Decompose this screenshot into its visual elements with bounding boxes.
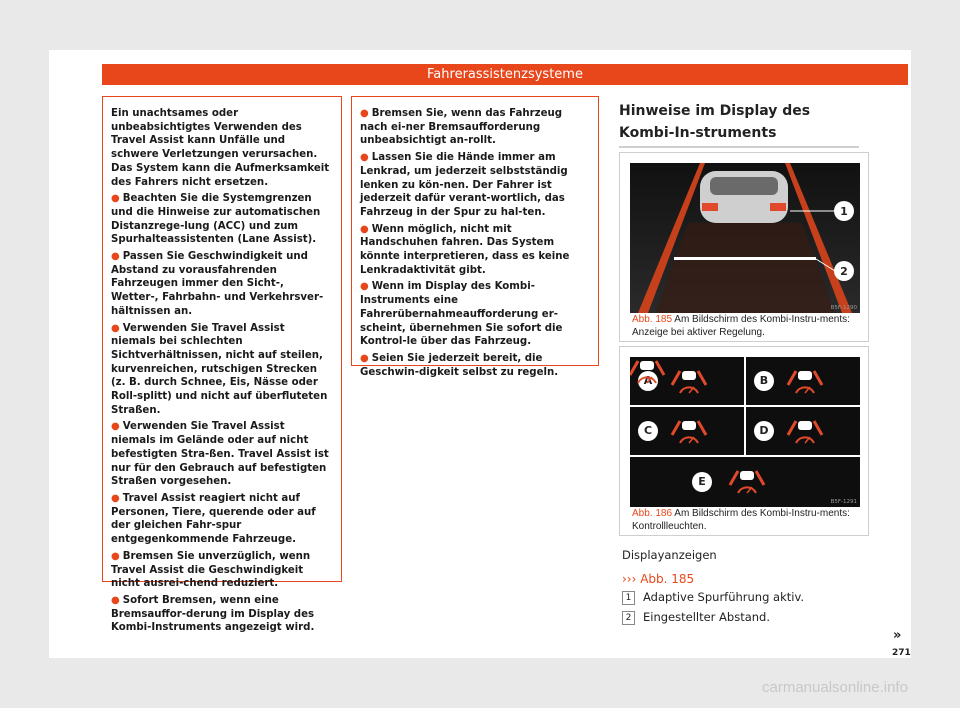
figure-186 [619,346,869,536]
warning-bullet: ● Travel Assist reagiert nicht auf Personen, Tiere, querende oder auf der gleichen Fahr-spur entgegenkommende Fahrzeuge. [111,492,316,546]
section-title: Hinweise im Display des Kombi-In-struments [619,103,811,141]
figure-186-caption [632,507,862,533]
figure-label: Abb. 186 [632,508,673,519]
car-icon [788,371,822,393]
chapter-header: Fahrerassistenzsysteme [102,64,908,85]
bullet-icon: ● [111,322,120,334]
continue-marker: » [893,628,902,643]
bullet-icon: ● [360,281,369,293]
figure-186-image [630,357,860,507]
bullet-icon: ● [360,108,369,119]
panel-letter: C [638,421,658,441]
bullet-icon: ● [111,421,120,433]
car-icon [730,471,764,493]
panel-letter: A [638,371,658,391]
section-divider [619,146,859,148]
warning-bullet: ● Beachten Sie die Systemgrenzen und die Hinweise zur automatischen Distanzrege-lung (ACC) und zum Spurhalteassistenten (Lane Assist). [111,193,321,246]
bullet-icon: ● [360,152,369,164]
bullet-icon: ● [111,251,120,263]
figure-185-caption [632,313,862,339]
figure-caption-text: Am Bildschirm des Kombi-Instru-ments: Anzeige bei aktiver Regelung. [632,314,850,338]
watermark: carmanualsonline.info [762,679,908,696]
figure-185-image [630,163,860,313]
distance-line [674,257,816,260]
panel-letter: D [754,421,774,441]
warning-bullet: ● Bremsen Sie unverzüglich, wenn Travel Assist die Geschwindigkeit nicht ausrei-chend reduziert. [111,550,311,590]
figure-185 [619,152,869,342]
svg-text:1: 1 [840,205,848,218]
warning-box-left [102,96,342,634]
figure-label: Abb. 185 [632,314,673,325]
car-icon [672,371,706,393]
travel-assist-icons [630,357,860,507]
bullet-icon: ● [111,492,120,504]
warning-intro: Ein unachtsames oder unbeabsichtigtes Verwenden des Travel Assist kann Unfälle und schwere Verletzungen verursachen. Das System kann die Aufmerksamkeit des Fahrers nicht ersetzen. [111,108,330,188]
panel-letter: E [692,472,712,492]
car-icon [672,421,706,443]
lane-guidance-illustration [630,163,860,313]
svg-text:2: 2 [840,265,848,278]
item-text: Adaptive Spurführung aktiv. [643,590,805,604]
warning-bullet: ● Verwenden Sie Travel Assist niemals im Gelände oder auf nicht befestigten Stra-ßen. Travel Assist ist nur für den Gebrauch auf befestigten Straßen vorgesehen. [111,421,329,488]
warning-bullet: ● Lassen Sie die Hände immer am Lenkrad, um jederzeit selbstständig lenken zu kön-nen. Der Fahrer ist jederzeit dafür verant-wortlich, das Fahrzeug in der Spur zu hal-ten. [360,152,568,218]
list-item [622,610,770,625]
warning-bullet: ● Verwenden Sie Travel Assist niemals bei schlechten Sichtverhältnissen, nicht auf steilen, kurvenreichen, rutschigen Strecken (z. B. durch Schnee, Eis, Nässe oder Roll-splitt) und nicht auf überfluteten Straßen. [111,322,328,416]
warning-bullet: ● Wenn im Display des Kombi-Instruments eine Fahrerübernahmeaufforderung er-scheint, übernehmen Sie sofort die Kontrol-le über das Fahrzeug. [360,281,563,348]
warning-bullet: ● Seien Sie jederzeit bereit, die Geschwin-digkeit selbst zu regeln. [360,352,559,378]
warning-bullet: ● Wenn möglich, nicht mit Handschuhen fahren. Das System könnte interpretieren, dass es keine Lenkradaktivität gibt. [360,223,570,276]
figure-code: B5F-1291 [830,499,857,505]
warning-bullet: ● Passen Sie Geschwindigkeit und Abstand zu vorausfahrenden Fahrzeugen immer den Sicht-, Wetter-, Fahrbahn- und Verkehrsver-hältnissen an. [111,251,324,317]
manual-page [49,50,911,658]
list-item [622,590,804,605]
panel-letter: B [754,371,774,391]
figure-reference-link[interactable]: ››› Abb. 185 [622,572,695,586]
warning-bullet: ● Sofort Bremsen, wenn eine Bremsauffor-derung im Display des Kombi-Instruments angezeigt wird. [111,594,315,634]
bullet-icon: ● [360,223,369,235]
warning-box-right [351,96,599,378]
page-number: 271 [892,648,911,658]
item-text: Eingestellter Abstand. [643,610,771,624]
bullet-icon: ● [111,594,120,606]
car-icon [788,421,822,443]
figure-code: B5F-1290 [830,305,857,311]
bullet-icon: ● [111,193,120,205]
figure-caption-text: Am Bildschirm des Kombi-Instru-ments: Kontrollleuchten. [632,508,850,532]
item-number: 1 [622,591,635,605]
warning-bullet: ● Bremsen Sie, wenn das Fahrzeug nach ei-ner Bremsaufforderung unbeabsichtigt an-rollt. [360,108,563,147]
bullet-icon: ● [111,550,120,562]
item-number: 2 [622,611,635,625]
display-subheading: Displayanzeigen [622,548,717,562]
bullet-icon: ● [360,352,369,364]
